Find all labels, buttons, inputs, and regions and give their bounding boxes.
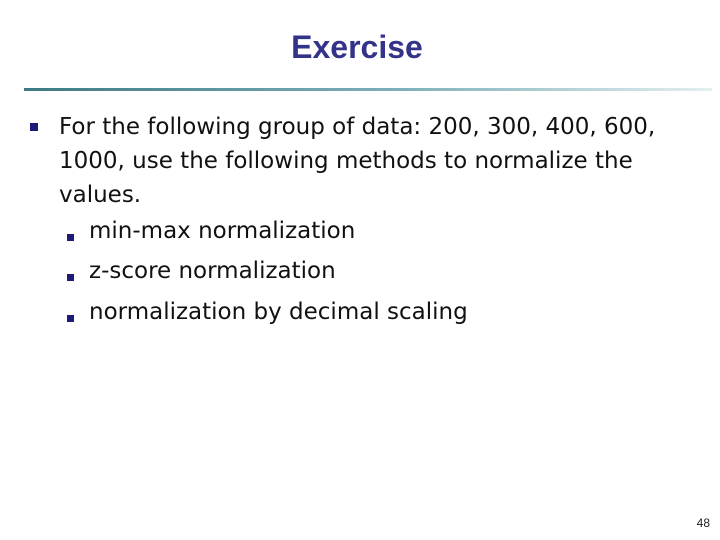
sub-bullet-square-icon xyxy=(67,274,74,281)
page-number: 48 xyxy=(696,516,710,530)
title-divider xyxy=(24,88,712,91)
sub-bullet-item: min-max normalization xyxy=(89,218,356,244)
slide-title: Exercise xyxy=(291,29,423,65)
sub-bullet-item: normalization by decimal scaling xyxy=(89,299,468,325)
sub-bullet-item: z-score normalization xyxy=(89,258,336,284)
bullet-square-icon xyxy=(30,123,38,131)
sub-bullet-square-icon xyxy=(67,234,74,241)
sub-bullet-square-icon xyxy=(67,315,74,322)
main-bullet-text: For the following group of data: 200, 300, 400, 600, 1000, use the following methods to normalize the values. xyxy=(59,114,656,208)
